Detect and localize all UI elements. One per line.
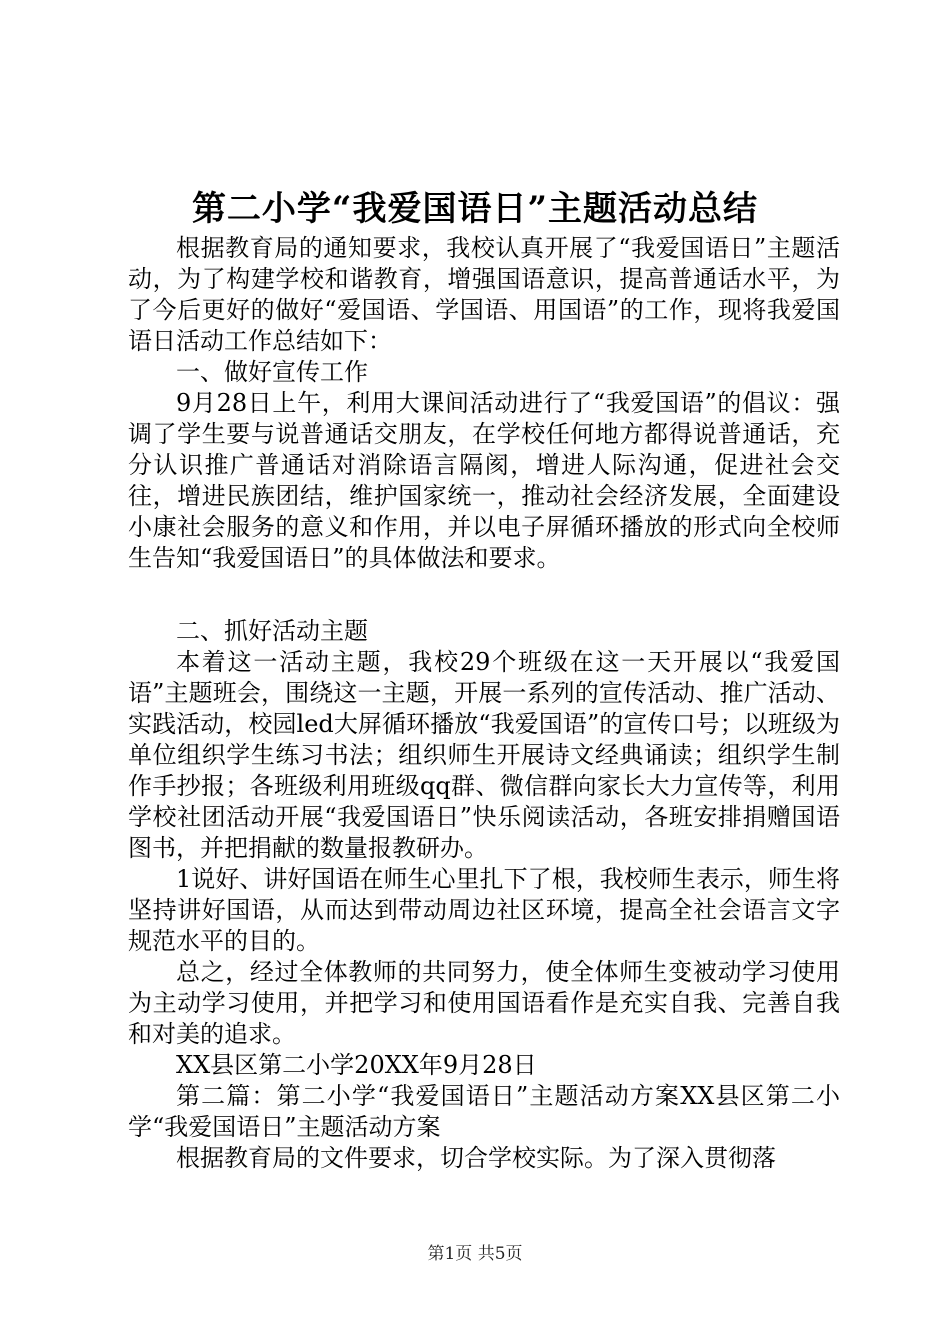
signature-line: XX县区第二小学20XX年9月28日 [176,1051,537,1079]
page-number: 第1页 共5页 [427,1244,523,1264]
document-body [128,233,840,1174]
result-paragraph: 1说好、讲好国语在师生心里扎下了根，我校师生表示，师生将坚持讲好国语，从而达到带动周边社区环境，提高全社会语言文字规范水平的目的。 [128,865,840,955]
second-article-paragraph: 根据教育局的文件要求，切合学校实际。为了深入贯彻落 [176,1144,776,1172]
spacer [128,574,840,605]
section-heading-publicity: 一、做好宣传工作 [176,358,368,386]
intro-paragraph: 根据教育局的通知要求，我校认真开展了“我爱国语日”主题活动，为了构建学校和谐教育，增强国语意识，提高普通话水平，为了今后更好的做好“爱国语、学国语、用国语”的工作，现将我爱国语日活动工作总结如下： [128,234,840,355]
spacer [128,605,840,616]
section-heading-theme: 二、抓好活动主题 [176,617,368,645]
document-title: 第二小学“我爱国语日”主题活动总结 [191,189,759,229]
theme-paragraph: 本着这一活动主题，我校29个班级在这一天开展以“我爱国语”主题班会，围绕这一主题，开展一系列的宣传活动、推广活动、实践活动，校园led大屏循环播放“我爱国语”的宣传口号；以班级为单位组织学生练习书法；组织师生开展诗文经典诵读；组织学生制作手抄报；各班级利用班级qq群、微信群向家长大力宣传等，利用学校社团活动开展“我爱国语日”快乐阅读活动，各班安排捐赠国语图书，并把捐献的数量报教研办。 [128,648,840,862]
second-article-heading: 第二篇：第二小学“我爱国语日”主题活动方案XX县区第二小学“我爱国语日”主题活动方案 [128,1082,840,1141]
publicity-paragraph: 9月28日上午，利用大课间活动进行了“我爱国语”的倡议：强调了学生要与说普通话交朋友，在学校任何地方都得说普通话，充分认识推广普通话对消除语言隔阂，增进人际沟通，促进社会交往，增进民族团结，维护国家统一，推动社会经济发展，全面建设小康社会服务的意义和作用，并以电子屏循环播放的形式向全校师生告知“我爱国语日”的具体做法和要求。 [128,389,840,572]
conclusion-paragraph: 总之，经过全体教师的共同努力，使全体师生变被动学习使用为主动学习使用，并把学习和使用国语看作是充实自我、完善自我和对美的追求。 [128,958,840,1048]
